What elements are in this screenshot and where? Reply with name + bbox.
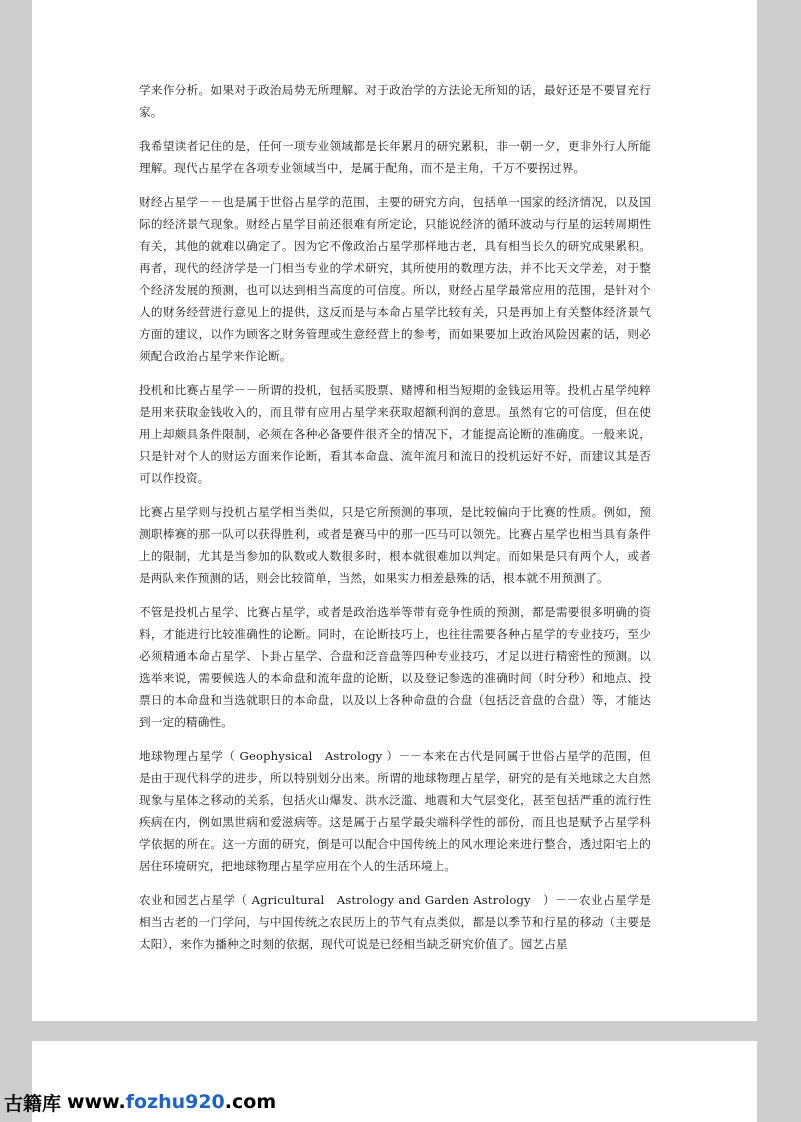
- paragraph-6: 不管是投机占星学、比赛占星学，或者是政治选举等带有竞争性质的预测，都是需要很多明确的资料，才能进行比较准确性的论断。同时，在论断技巧上，也往往需要各种占星学的专业技巧，至少必须精通本命占星学、卜卦占星学、合盘和泛音盘等四种专业技巧，才足以进行精密性的预测。以选举来说，需要候选人的本命盘和流年盘的论断，以及登记参选的准确时间（时分秒）和地点、投票日的本命盘和当选就职日的本命盘，以及以上各种命盘的合盘（包括泛音盘的合盘）等，才能达到一定的精确性。: [139, 605, 651, 729]
- paragraph-1: 学来作分析。如果对于政治局势无所理解、对于政治学的方法论无所知的话，最好还是不要冒充行家。: [139, 83, 651, 119]
- paragraph-3: 财经占星学－－也是属于世俗占星学的范围，主要的研究方向，包括单一国家的经济情况，以及国际的经济景气现象。财经占星学目前还很难有所定论，只能说经济的循环波动与行星的运转周期性有关，其他的就难以确定了。因为它不像政治占星学那样地古老，具有相当长久的研究成果累积。再者，现代的经济学是一门相当专业的学术研究，其所使用的数理方法，并不比天文学差，对于整个经济发展的预测，也可以达到相当高度的可信度。所以，财经占星学最常应用的范围，是针对个人的财务经营进行意见上的提供，这反而是与本命占星学比较有关，只是再加上有关整体经济景气方面的建议，以作为顾客之财务管理或生意经营上的参考，而如果要加上政治风险因素的话，则必须配合政治占星学来作论断。: [139, 195, 651, 363]
- watermark-url-prefix: www.: [67, 1091, 126, 1113]
- paragraph-8: 农业和园艺占星学（ Agricultural Astrology and Garden Astrology ）－－农业占星学是相当古老的一门学问，与中国传统之农民历上的节气有点类似，都是以季节和行星的移动（主要是太阳），来作为播种之时刻的依据，现代可说是已经相当缺乏研究价值了。园艺占星: [139, 893, 651, 951]
- document-page: [32, 0, 757, 1021]
- paragraph-2: 我希望读者记住的是，任何一项专业领域都是长年累月的研究累积，非一朝一夕，更非外行人所能理解。现代占星学在各项专业领域当中，是属于配角，而不是主角，千万不要拐过界。: [139, 139, 651, 175]
- paragraph-7: 地球物理占星学（ Geophysical Astrology ）－－本来在古代是同属于世俗占星学的范围，但是由于现代科学的进步，所以特别划分出来。所谓的地球物理占星学，研究的是有关地球之大自然现象与星体之移动的关系，包括火山爆发、洪水泛滥、地震和大气层变化，甚至包括严重的流行性疾病在内，例如黑世病和爱滋病等。这是属于占星学最尖端科学性的部份，而且也是赋予占星学科学依据的所在。这一方面的研究，倒是可以配合中国传统上的风水理论来进行整合，透过阳宅上的居住环境研究，把地球物理占星学应用在个人的生活环境上。: [139, 749, 651, 873]
- watermark-url: [67, 1091, 276, 1113]
- paragraph-5: 比赛占星学则与投机占星学相当类似，只是它所预测的事项，是比较偏向于比赛的性质。例如，预测职棒赛的那一队可以获得胜利，或者是赛马中的那一匹马可以领先。比赛占星学也相当具有条件上的限制，尤其是当参加的队数或人数很多时，根本就很难加以判定。而如果是只有两个人，或者是两队来作预测的话，则会比较简单，当然，如果实力相差悬殊的话，根本就不用预测了。: [139, 505, 651, 585]
- page-body: [139, 79, 651, 967]
- watermark-url-suffix: .com: [224, 1091, 277, 1113]
- watermark-site-name: 古籍库: [4, 1092, 62, 1115]
- paragraph-4: 投机和比赛占星学－－所谓的投机，包括买股票、赌博和相当短期的金钱运用等。投机占星学纯粹是用来获取金钱收入的，而且带有应用占星学来获取超额利润的意思。虽然有它的可信度，但在使用上却颇具条件限制，必须在各种必备要件很齐全的情况下，才能提高论断的准确度。一般来说，只是针对个人的财运方面来作论断，看其本命盘、流年流月和流日的投机运好不好，而建议其是否可以作投资。: [139, 383, 651, 485]
- site-watermark: [4, 1087, 276, 1117]
- watermark-url-brand: fozhu920: [125, 1091, 225, 1113]
